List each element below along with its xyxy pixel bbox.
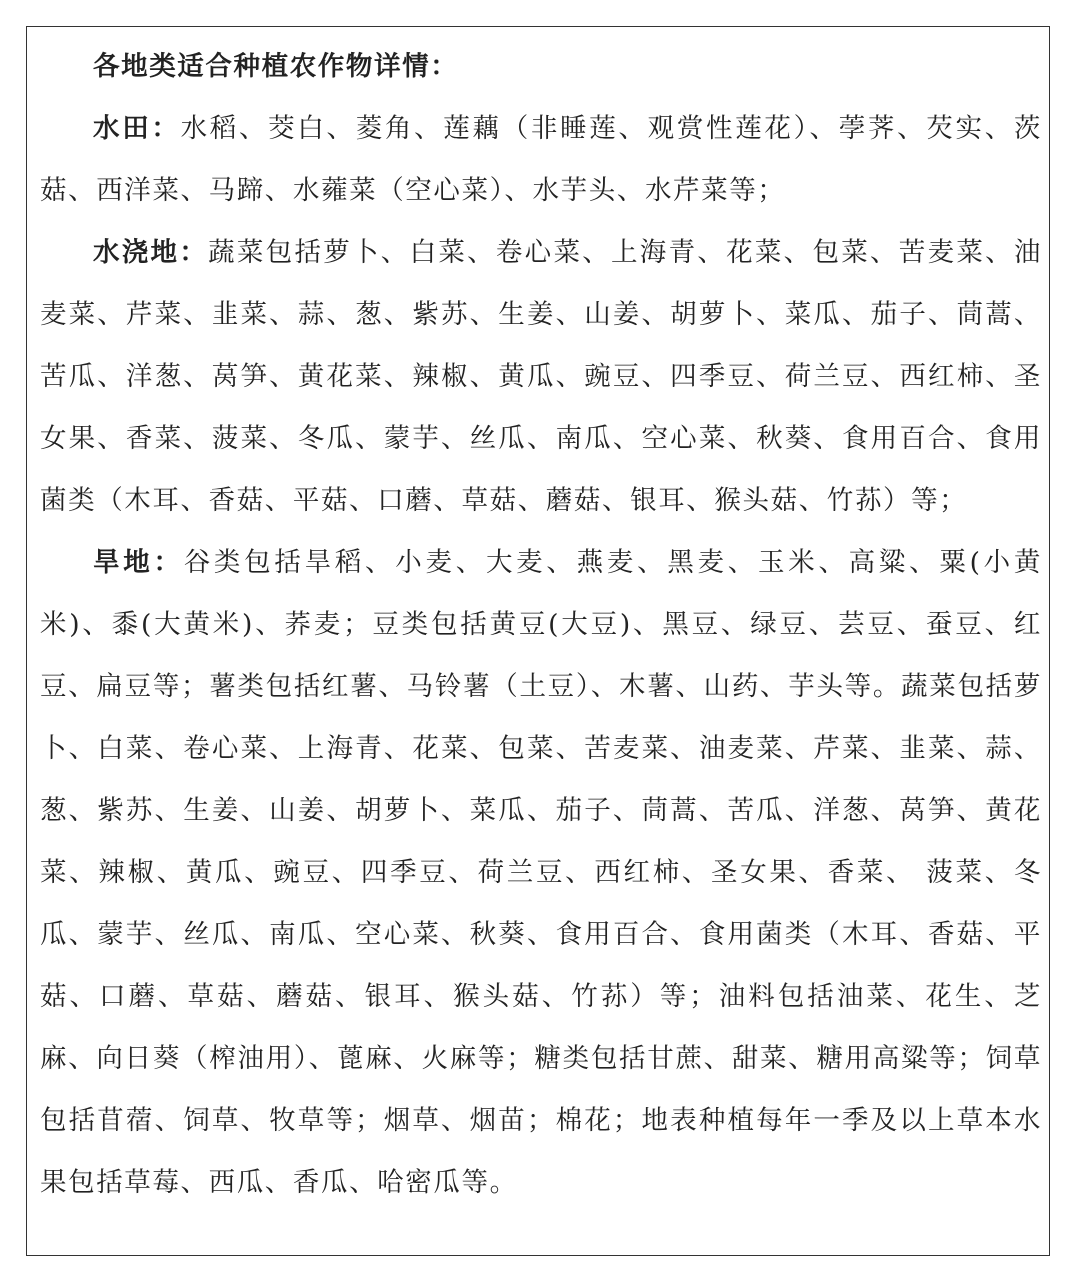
dry-land-paragraph [40, 532, 1042, 1214]
dry-land-label: 旱地： [93, 547, 184, 578]
document-title: 各地类适合种植农作物详情： [93, 51, 459, 82]
irrigated-land-paragraph [40, 222, 1042, 532]
dry-land-crops: 谷类包括旱稻、小麦、大麦、燕麦、黑麦、玉米、高粱、粟(小黄米)、黍(大黄米)、荞麦；豆类包括黄豆(大豆)、黑豆、绿豆、芸豆、蚕豆、红豆、扁豆等；薯类包括红薯、马铃薯（土豆）、木薯、山药、芋头等。蔬菜包括萝卜、白菜、卷心菜、上海青、花菜、包菜、苦麦菜、油麦菜、芹菜、韭菜、蒜、葱、紫苏、生姜、山姜、胡萝卜、菜瓜、茄子、茼蒿、苦瓜、洋葱、莴笋、黄花菜、辣椒、黄瓜、豌豆、四季豆、荷兰豆、西红柿、圣女果、香菜、 菠菜、冬瓜、蒙芋、丝瓜、南瓜、空心菜、秋葵、食用百合、食用菌类（木耳、香菇、平菇、口蘑、草菇、蘑菇、银耳、猴头菇、竹荪）等；油料包括油菜、花生、芝麻、向日葵（榨油用）、蓖麻、火麻等；糖类包括甘蔗、甜菜、糖用高粱等；饲草包括苜蓿、饲草、牧草等；烟草、烟苗；棉花；地表种植每年一季及以上草本水果包括草莓、西瓜、香瓜、哈密瓜等。 [40, 547, 1042, 1198]
paddy-field-label: 水田： [93, 113, 181, 144]
document-body [40, 36, 1042, 1214]
irrigated-land-label: 水浇地： [93, 237, 209, 268]
document-title-paragraph [40, 36, 1042, 98]
paddy-field-crops: 水稻、茭白、菱角、莲藕（非睡莲、观赏性莲花）、荸荠、芡实、茨菇、西洋菜、马蹄、水蕹菜（空心菜）、水芋头、水芹菜等； [40, 113, 1042, 206]
paddy-field-paragraph [40, 98, 1042, 222]
irrigated-land-crops: 蔬菜包括萝卜、白菜、卷心菜、上海青、花菜、包菜、苦麦菜、油麦菜、芹菜、韭菜、蒜、葱、紫苏、生姜、山姜、胡萝卜、菜瓜、茄子、茼蒿、苦瓜、洋葱、莴笋、黄花菜、辣椒、黄瓜、豌豆、四季豆、荷兰豆、西红柿、圣女果、香菜、菠菜、冬瓜、蒙芋、丝瓜、南瓜、空心菜、秋葵、食用百合、食用菌类（木耳、香菇、平菇、口蘑、草菇、蘑菇、银耳、猴头菇、竹荪）等； [40, 237, 1043, 516]
